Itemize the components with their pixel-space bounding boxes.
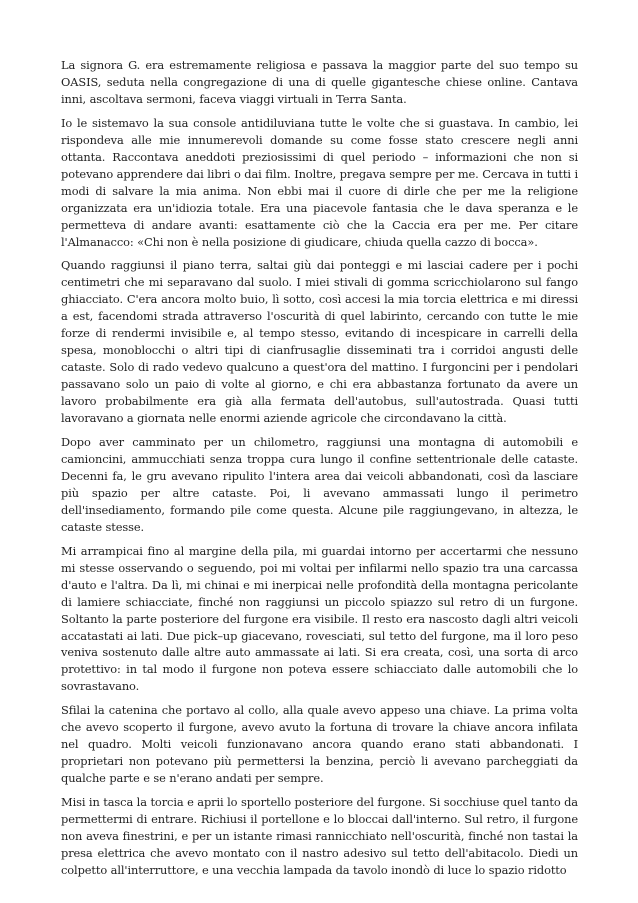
paragraph-1: La signora G. era estremamente religiosa e passava la maggior parte del suo tempo su OASIS, seduta nella congregazione di una di quelle gigantesche chiese online. Cantava inni, ascoltava sermoni, faceva viaggi virtuali in Terra Santa. bbox=[61, 58, 578, 106]
paragraph-6: Sfilai la catenina che portavo al collo, alla quale avevo appeso una chiave. La prima volta che avevo scoperto il furgone, avevo avuto la fortuna di trovare la chiave ancora infilata nel quadro. Molti veicoli funzionavano ancora quando erano stati abbandonati. I proprietari non potevano più permettersi la benzina, perciò li avevano parcheggiati da qualche parte e se n'erano andati per sempre. bbox=[61, 703, 578, 786]
paragraph-4: Dopo aver camminato per un chilometro, raggiunsi una montagna di automobili e camioncini, ammucchiati senza troppa cura lungo il confine settentrionale delle cataste. Decenni fa, le gru avevano ripulito l'intera area dai veicoli abbandonati, così da lasciare più spazio per altre cataste. Poi, li avevano ammassati lungo il perimetro dell'insediamento, formando pile come questa. Alcune pile raggiungevano, in altezza, le cataste stesse. bbox=[61, 435, 578, 534]
paragraph-3: Quando raggiunsi il piano terra, saltai giù dai ponteggi e mi lasciai cadere per i pochi centimetri che mi separavano dal suolo. I miei stivali di gomma scricchiolarono sul fango ghiacciato. C'era ancora molto buio, lì sotto, così accesi la mia torcia elettrica e mi diressi a est, facendomi strada attraverso l'oscurità di quel labirinto, cercando con tutte le mie forze di rendermi invisibile e, al tempo stesso, evitando di incespicare in carrelli della spesa, monoblocchi o altri tipi di cianfrusaglie disseminati tra i corridoi angusti delle cataste. Solo di rado vedevo qualcuno a quest'ora del mattino. I furgoncini per i pendolari passavano solo un paio di volte al giorno, e chi era abbastanza fortunato da avere un lavoro probabilmente era già alla fermata dell'autobus, sull'autostrada. Quasi tutti lavoravano a giornata nelle enormi aziende agricole che circondavano la città. bbox=[61, 258, 578, 426]
paragraph-5: Mi arrampicai fino al margine della pila, mi guardai intorno per accertarmi che nessuno mi stesse osservando o seguendo, poi mi voltai per infilarmi nello spazio tra una carcassa d'auto e l'altra. Da lì, mi chinai e mi inerpicai nelle profondità della montagna pericolante di lamiere schiacciate, finché non raggiunsi un piccolo spiazzo sul retro di un furgone. Soltanto la parte posteriore del furgone era visibile. Il resto era nascosto dagli altri veicoli accatastati ai lati. Due pick–up giacevano, rovesciati, sul tetto del furgone, ma il loro peso veniva sostenuto dalle altre auto ammassate ai lati. Si era creata, così, una sorta di arco protettivo: in tal modo il furgone non poteva essere schiacciato dalle automobili che lo sovrastavano. bbox=[61, 543, 578, 694]
paragraph-7: Misi in tasca la torcia e aprii lo sportello posteriore del furgone. Si socchiuse quel tanto da permettermi di entrare. Richiusi il portellone e lo bloccai dall'interno. Sul retro, il furgone non aveva finestrini, e per un istante rimasi rannicchiato nell'oscurità, finché non tastai la presa elettrica che avevo montato con il nastro adesivo sul tetto dell'abitacolo. Diedi un colpetto all'interruttore, e una vecchia lampada da tavolo inondò di luce lo spazio ridotto bbox=[61, 795, 578, 877]
document-page bbox=[61, 57, 578, 886]
paragraph-2: Io le sistemavo la sua console antidiluviana tutte le volte che si guastava. In cambio, lei rispondeva alle mie innumerevoli domande su come fosse stato crescere negli anni ottanta. Raccontava aneddoti preziosissimi di quel periodo – informazioni che non si potevano apprendere dai libri o dai film. Inoltre, pregava sempre per me. Cercava in tutti i modi di salvare la mia anima. Non ebbi mai il cuore di dirle che per me la religione organizzata era un'idiozia totale. Era una piacevole fantasia che le dava speranza e le permetteva di andare avanti: esattamente ciò che la Caccia era per me. Per citare l'Almanacco: «Chi non è nella posizione di giudicare, chiuda quella cazzo di bocca». bbox=[61, 115, 578, 249]
